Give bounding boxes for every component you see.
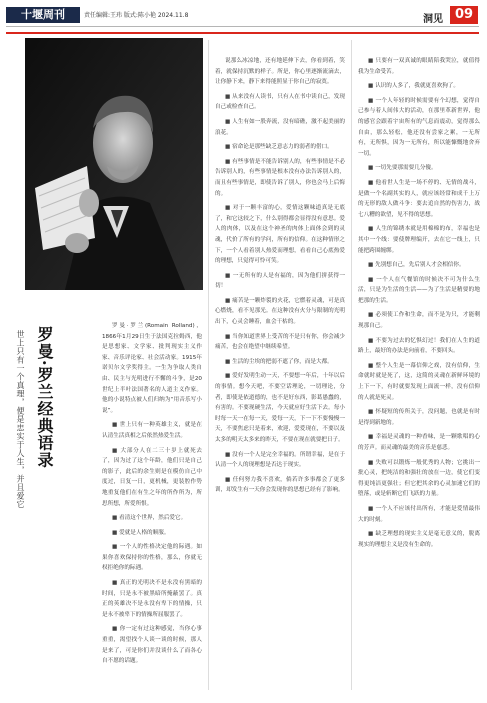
- quote-paragraph: ■ 只要有一双真诚的眼睛陪我哭泣，就值得我为生命受苦。: [358, 56, 480, 77]
- quote-paragraph: ■ 看清这个世界，然后爱它。: [102, 513, 202, 524]
- quote-paragraph: ■ 大部分人在二三十岁上就死去了，因为过了这个年龄，他们只是自己的影子，此后的余生则是在模仿自己中度过，日复一日，更机械，更装腔作势地重复他们在有生之年的所作所为，所思所想，所爱所恨。: [102, 446, 202, 510]
- column-divider: [208, 40, 209, 690]
- quote-paragraph: ■ 生活的尘埃的把弱不遮了你，而是大都。: [215, 357, 345, 368]
- quote-paragraph: ■ 当你知道世界上受苦的不是只有你，你会减少痛苦，也会在绝望中继续希望。: [215, 332, 345, 353]
- quote-paragraph: ■ 整个人生是一幕信仰之戏，没有信仰，生命就时就是死了，这，这简的灵魂在新鲜环境的上下一下，有时就要发现上面流一样，没有信仰的人就是死灵。: [358, 361, 480, 403]
- quote-paragraph: ■ 任何努力我不喜欢，倘若许多事都会了更多训，却发生有一天你会发现你的思想已经有了影响。: [215, 475, 345, 496]
- quote-paragraph: ■ 你一定有过这种感觉，当你心事重重，渴望找个人谈一谈的时候，那人是来了，可是你们并没谈什么了而各心自不愿的话题。: [102, 624, 202, 666]
- quote-paragraph: ■ 必须使工作和生命，而不是为只，才能剩现那自己。: [358, 310, 480, 331]
- text-column-3: [358, 56, 480, 554]
- quote-paragraph: ■ 痛苦是一颗炸裂的火花，它燃着灵魂，可是真心燃烧，看不见那光。在这种没有火分与限制的光明出下，心灵会睡着，血会干枯的。: [215, 296, 345, 328]
- quote-paragraph: ■ 世上只有一种英雄主义，就是在认清生活真相之后依然热爱生活。: [102, 420, 202, 441]
- header-rule: [6, 26, 479, 27]
- quote-paragraph: ■ 没有一个人是完全幸福的。所谓幸福，是在于认清一个人的现理想是否达于现实。: [215, 450, 345, 471]
- quote-paragraph: ■ 认识的人多了，我就更喜欢狗了。: [358, 81, 480, 92]
- quote-paragraph: ■ 爱好发明生动一天，不要想一年后，十年以后的事情。想今天吧，不要空话理论，一切理论，分者，即使是依道德的，也不是好东西，影葛愚蠢的，有害的。不要现硬生活，今天就应好生活下去。每小时每一天一在每一天，爱每一天，下一下不要慢慢一天，不要焦虑只是着来，欢迎，爱爱现在，不要以及太多的明天太多来的昨天，不要在现在就要把日子。: [215, 371, 345, 445]
- quote-paragraph: ■ 人生有如一股奔流，没有暗礁，激不起美丽的浪花。: [215, 117, 345, 138]
- quote-paragraph: ■ 对于一颗丰富的心，爱情这颗味道真是无底了，和它这较之下，什么别得都会显得没有意思。爱人的肉体，以及在这个神圣的肉体上面体会到的灵魂，代价了所有的学问，所有的信仰。在这种情形之下，一个人看着别人热爱而理想，看看自己心底热爱的理想，只觉得可怜可笑。: [215, 203, 345, 267]
- quote-paragraph: ■ 爱就是人格的顺服。: [102, 528, 202, 539]
- quote-paragraph: ■ 缺乏理想的现实主义是毫无意义的，脱离现实的理想主义是没有生命的。: [358, 529, 480, 550]
- quote-paragraph: ■ 先别想自己，先后别人才会相信你。: [358, 260, 480, 271]
- text-column-2: [215, 56, 345, 500]
- quote-paragraph: ■ 一切先要那需要几分傻。: [358, 163, 480, 174]
- quote-paragraph: ■ 宿命论是那些缺乏意志力的弱者的借口。: [215, 142, 345, 153]
- quote-paragraph: ■ 一个人在气餐馆的时候决不可为什么生活，只是为生活的生活——为了生活是精要的地把那的生活。: [358, 275, 480, 307]
- paragraph: 说那么冰凉地，还有地延伸下去，你看到着，笑着，就保持沉默的样子。所是，你心里逐渐流滴去，让你静下来，静下来得能照显于你自己的寂寞。: [215, 58, 345, 86]
- paragraph: 罗曼·罗兰(Romain Rolland)，1866年1月29日生于法国克拉姆西，他是思想家、文学家、批判现实主义作家、音乐评论家、社会活动家。1915年诺贝尔文学奖得主。一生为争取人类自由、民主与光明进行不懈的斗争，是20世纪上半叶法国著名的人道主义作家。他的小说特点被人们归纳为“用音乐写小说”。: [102, 323, 202, 414]
- header-accent-rule: [6, 32, 479, 34]
- article-title: 罗曼·罗兰经典语录: [35, 326, 54, 469]
- masthead: 十堰周刊: [6, 7, 80, 23]
- quote-paragraph: ■ 失败可以锻炼一般优秀的人物；它挑出一批心灵，把纯洁的和强壮的放在一边，使它们变得更纯洁更强壮；但它把其余的心灵加速它们的堕落，或是斩断它们飞跃的力量。: [358, 458, 480, 500]
- page-number-badge: 09: [450, 6, 478, 24]
- text-column-1: [102, 321, 202, 671]
- quote-paragraph: ■ 幸福是灵魂的一种香味，是一颗歌唱的心的芳声。而灵魂的最美的音乐是慈悲。: [358, 432, 480, 453]
- quote-paragraph: ■ 真正的光明决不是永没有黑暗的时间，只是永不被黑暗所掩蔽罢了。真正的英雄决不是永没有卑下的情操，只是永不被卑下的情操所屈服罢了。: [102, 578, 202, 620]
- quote-paragraph: ■ 不要为过去的忆惧幻过！我们在人生的道路上，最好的办法是向前看，不要回头。: [358, 336, 480, 357]
- article-subtitle: 世上只有一个真理，便是忠实于人生，并且爱它: [16, 330, 25, 509]
- quote-paragraph: ■ 人生的锦绣本就是用棉棉的布，幸福也是其中一个线：要使牌理编开，去在它一线上，只能把跨围缠绑。: [358, 224, 480, 256]
- quote-paragraph: ■ 他看世人生是一场不停的、无情的战斗，是做一个名副其实的人，就应该经常和成千上万的无形的敌人做斗争：要去追自然的伤害力，战七八糟的欲望，见不得的思想。: [358, 178, 480, 220]
- editor-credits: 责任编辑:王玮 版式:陈小艳 2024.11.8: [84, 12, 189, 19]
- portrait-photo: [25, 38, 203, 290]
- quote-paragraph: ■ 从来没有人读书，只有人在书中读自己，发现自己或检查自己。: [215, 92, 345, 113]
- column-divider: [351, 40, 352, 690]
- quote-paragraph: ■ 一个人不应该付出所有，才能是爱情最伟大的时刻。: [358, 504, 480, 525]
- quote-paragraph: ■ 有些事情是不能告诉别人的，有些事情是不必告诉别人的，有些事情是根本没有办法告诉别人的，而且有些事情是，即使告诉了别人，你也会马上后悔的。: [215, 157, 345, 199]
- quote-paragraph: ■ 一个人年轻的时候需要有个幻想，觉得自己参与着人间伟大的活动，在那里革新世界，他的感官会跟着宇宙所有的气息而震动，觉得那么自由，那么轻松，他还没有尝家之累，一无所有，无所惧，因为一无所有，所以能慷慨地舍弃一切。: [358, 96, 480, 160]
- section-name: 洞见: [423, 14, 443, 25]
- quote-paragraph: ■ 一个人的性格决定他的际遇。如果你喜欢保持你的性格，那么，你就无权拒绝你的际遇。: [102, 542, 202, 574]
- quote-paragraph: ■ 一无所有的人是有福的，因为他们拼获得一切！: [215, 271, 345, 292]
- quote-paragraph: ■ 怀疑短的传所关于，没问题，也就是有时是得到新地的。: [358, 407, 480, 428]
